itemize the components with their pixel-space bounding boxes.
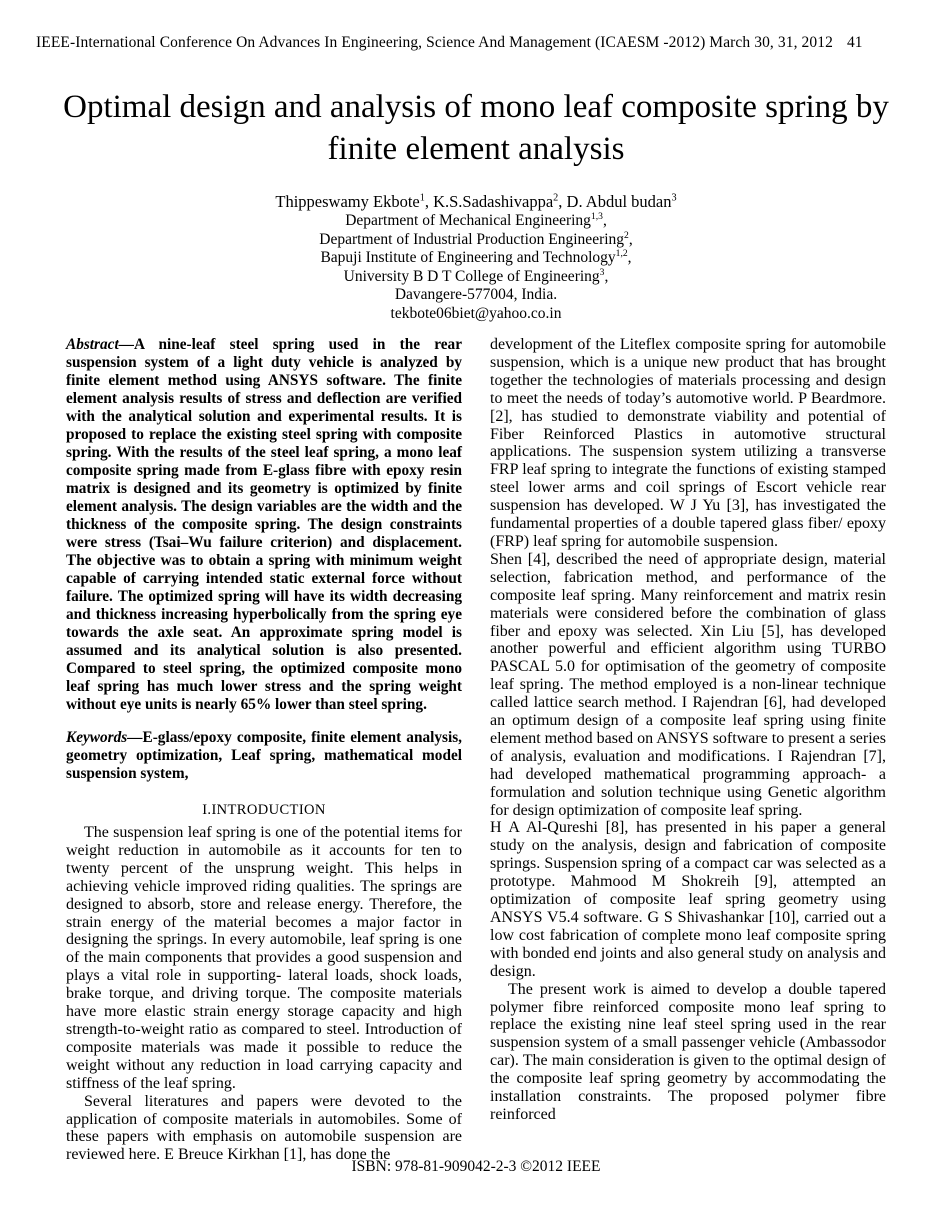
affiliation-line-3 (0, 249, 952, 268)
abstract-paragraph (66, 336, 462, 714)
left-column (66, 336, 462, 1164)
affiliation-text-3: Bapuji Institute of Engineering and Technology (320, 249, 616, 266)
abstract-label: Abstract— (66, 336, 134, 353)
affiliation-suffix-2: , (628, 230, 633, 248)
related-work-paragraph-3: H A Al-Qureshi [8], has presented in his paper a general study on the analysis, design and fabrication of composite springs. Suspension spring of a compact car was selected as a prototype. Mahmood M Shokreih [9], attempted an optimization of composite leaf spring geometry using ANSYS V5.4 software. G S Shivashankar [10], carried out a low cost fabrication of complete mono leaf composite spring with bonded end joints and also general study on analysis and design. (490, 819, 886, 980)
right-column (490, 336, 886, 1164)
author-name-2: K.S.Sadashivappa (433, 192, 554, 211)
affiliation-suffix-3: , (627, 249, 632, 266)
abstract-text: A nine-leaf steel spring used in the rear suspension system of a light duty vehicle is analyzed by finite element method using ANSYS software. The finite element analysis results of stress and deflection are verified with the analytical solution and experimental results. It is proposed to replace the existing steel spring with composite spring. With the results of the steel leaf spring, a mono leaf composite spring made from E-glass fibre with epoxy resin matrix is designed and its geometry is optimized by finite element analysis. The design variables are the width and the thickness of the composite spring. The design constraints were stress (Tsai–Wu failure criterion) and displacement. The objective was to obtain a spring with minimum weight capable of carrying intended static external force without failure. The optimized spring will have its width decreasing and thickness increasing hyperbolically from the spring eye towards the axle seat. An approximate spring model is assumed and its analytical solution is also presented. Compared to steel spring, the optimized composite mono leaf spring has much lower stress and the spring weight without eye units is nearly 65% lower than steel spring. (66, 336, 462, 713)
author-name-3: D. Abdul budan (566, 192, 672, 211)
affiliation-line-4 (0, 268, 952, 287)
affiliation-text-city: Davangere-577004, India. (394, 286, 558, 303)
author-separator-1: , (424, 192, 434, 211)
affiliation-text-4: University B D T College of Engineering (343, 267, 600, 285)
section-heading-introduction: I.INTRODUCTION (202, 802, 326, 818)
affiliation-text-1: Department of Mechanical Engineering (345, 212, 591, 229)
intro-paragraph-1: The suspension leaf spring is one of the potential items for weight reduction in automobile as it accounts for ten to twenty percent of the unsprung weight. This helps in achieving vehicle improved riding qualities. The springs are designed to absorb, store and release energy. Therefore, the strain energy of the material becomes a major factor in designing the springs. In every automobile, leaf spring is one of the main components that provides a good suspension and plays a vital role in supporting- lateral loads, shock loads, brake torque, and driving torque. The composite materials have more elastic strain energy storage capacity and high strength-to-weight ratio as compared to steel. Introduction of composite materials was made it possible to reduce the weight without any reduction in load carrying capacity and stiffness of the leaf spring. (66, 824, 462, 1092)
conference-header-text: IEEE-International Conference On Advances In Engineering, Science And Management (ICAESM -2012) March 30, 31, 2012 (36, 34, 833, 51)
paper-title: Optimal design and analysis of mono leaf composite spring by finite element analysis (63, 89, 889, 167)
keywords-paragraph (66, 729, 462, 783)
affiliation-suffix-4: , (604, 267, 609, 285)
affiliation-line-city (0, 286, 952, 305)
affiliation-suffix-1: , (602, 212, 607, 229)
footer-isbn: ISBN: 978-81-909042-2-3 ©2012 IEEE (351, 1158, 601, 1175)
author-2-superscript: 2 (553, 192, 559, 204)
keywords-label: Keywords— (66, 729, 143, 746)
two-column-body (0, 336, 952, 1164)
author-names-line (0, 192, 952, 212)
keywords-text: E-glass/epoxy composite, finite element analysis, geometry optimization, Leaf spring, mathematical model suspension system, (66, 729, 462, 782)
author-email (0, 305, 952, 324)
author-name-1: Thippeswamy Ekbote (275, 192, 420, 211)
present-work-paragraph: The present work is aimed to develop a double tapered polymer fibre reinforced composite mono leaf spring to replace the existing nine leaf steel spring used in the rear suspension system of a small passenger vehicle (Ambassodor car). The main consideration is given to the optimal design of the composite leaf spring geometry by accommodating the installation constraints. The proposed polymer fibre reinforced (490, 980, 886, 1123)
affiliation-text-2: Department of Industrial Production Engineering (319, 230, 625, 248)
running-header (0, 0, 952, 52)
related-work-paragraph-1: development of the Liteflex composite spring for automobile suspension, which is a unique new product that has brought together the technologies of materials processing and design to meet the needs of today’s automotive world. P Beardmore. [2], has studied to demonstrate viability and potential of Fiber Reinforced Plastics in automotive structural applications. The suspension system utilizing a transverse FRP leaf spring to integrate the functions of existing stamped steel lower arms and coil springs of Escort vehicle rear suspension has developed. W J Yu [3], has investigated the fundamental properties of a double tapered glass fiber/ epoxy (FRP) leaf spring for automobile suspension. (490, 336, 886, 550)
affiliation-line-2 (0, 231, 952, 250)
affiliation-superscript-2: 2 (624, 229, 629, 241)
affiliation-line-1 (0, 212, 952, 231)
author-email-text: tekbote06biet@yahoo.co.in (390, 304, 562, 322)
introduction-body (66, 824, 462, 1164)
page-number: 41 (846, 34, 863, 51)
affiliation-superscript-4: 3 (599, 266, 605, 278)
related-work-paragraph-2: Shen [4], described the need of appropriate design, material selection, fabrication method, and performance of the composite leaf spring. Many reinforcement and matrix resin materials were considered before the combination of glass fiber and epoxy was selected. Xin Liu [5], has developed another powerful and efficient algorithm using TURBO PASCAL 5.0 for optimisation of the geometry of composite leaf spring. The method employed is a non-linear technique called lattice search method. I Rajendran [6], had developed an optimum design of a composite leaf spring using finite element method based on ANSYS software to present a series of analysis, evaluation and modifications. I Rajendran [7], had developed mathematical programming approach- a formulation and solution technique using Genetic algorithm for design optimization of composite leaf spring. (490, 550, 886, 819)
author-block (0, 192, 952, 323)
intro-paragraph-2: Several literatures and papers were devoted to the application of composite materials in automobiles. Some of these papers with emphasis on automobile suspension are reviewed here. E Breuce Kirkhan [1], has done the (66, 1092, 462, 1164)
author-separator-2: , (558, 192, 567, 211)
author-3-superscript: 3 (671, 192, 677, 204)
author-1-superscript: 1 (419, 192, 425, 204)
affiliation-superscript-3: 1,2 (615, 247, 628, 259)
affiliation-superscript-1: 1,3 (590, 210, 603, 222)
